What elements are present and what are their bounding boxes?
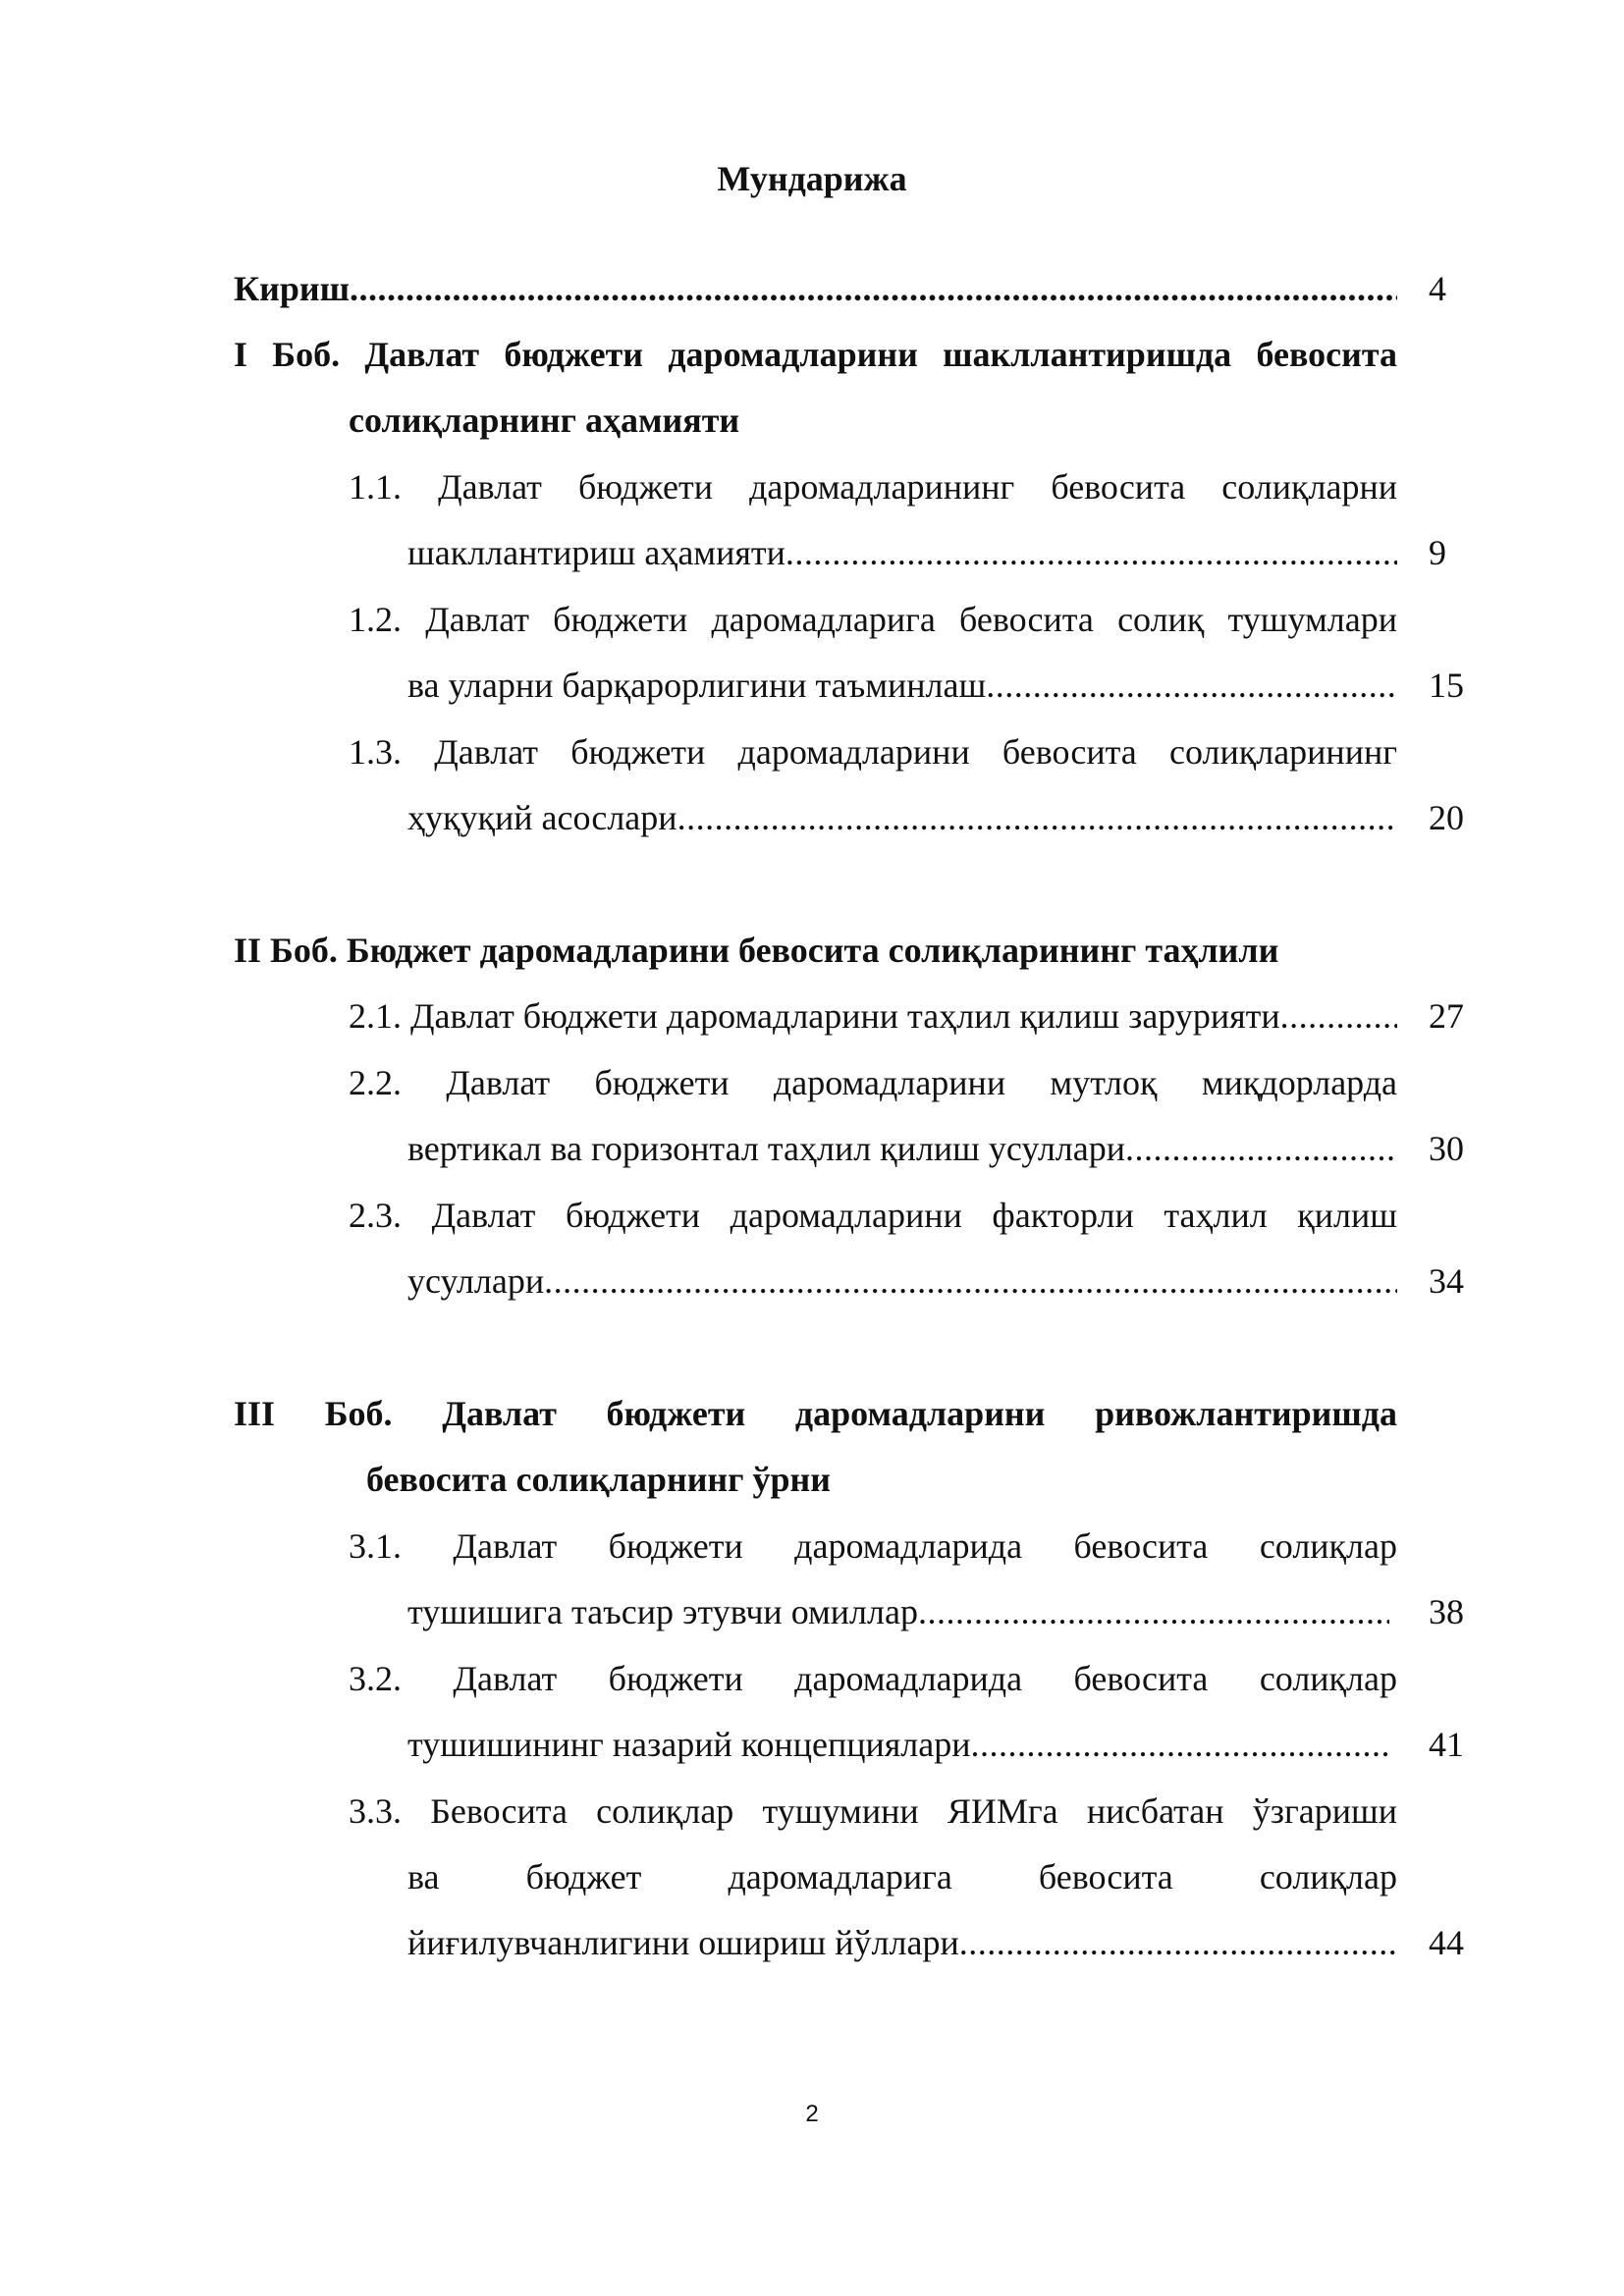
section-1-1[interactable]: 1.1. Давлат бюджети даромадларининг бевосита солиқларни: [349, 467, 1397, 507]
toc-page-number: 30: [1429, 1129, 1464, 1168]
toc-entry-label: шакллантириш аҳамияти: [407, 533, 785, 572]
toc-entry-label: 2.1. Давлат бюджети даромадларини таҳлил қилиш зарурияти: [349, 996, 1280, 1036]
toc-page-number: 44: [1429, 1923, 1464, 1962]
page-number: 2: [805, 2101, 819, 2127]
toc-entry-label: йиғилувчанлигини ошириш йўллари: [407, 1923, 959, 1962]
leader-dots: [959, 1921, 1397, 1964]
section-2-1[interactable]: [349, 994, 1397, 1038]
section-1-2-cont[interactable]: [407, 664, 1397, 707]
toc-page-number: 20: [1429, 798, 1464, 837]
leader-dots: [986, 664, 1397, 707]
toc-page-number: 9: [1429, 533, 1446, 572]
section-3-3[interactable]: 3.3. Бевосита солиқлар тушумини ЯИМга нисбатан ўзгариши: [349, 1791, 1397, 1831]
section-3-1[interactable]: 3.1. Давлат бюджети даромадларида бевосита солиқлар: [349, 1526, 1397, 1566]
toc-title: Мундарижа: [717, 159, 907, 198]
toc-entry-label: ҳуқуқий асослари: [407, 798, 677, 837]
toc-page-number: 4: [1429, 269, 1446, 308]
leader-dots: [918, 1590, 1389, 1633]
chapter-3-heading-cont: бевосита солиқларнинг ўрни: [366, 1460, 832, 1499]
leader-dots: [1280, 994, 1397, 1038]
section-2-2[interactable]: 2.2. Давлат бюджети даромадларини мутлоқ миқдорларда: [349, 1063, 1397, 1102]
toc-entry-intro[interactable]: [234, 267, 1397, 310]
leader-dots: [785, 531, 1397, 574]
section-2-3-cont[interactable]: [407, 1259, 1397, 1303]
section-1-3-cont[interactable]: [407, 796, 1397, 839]
toc-page-number: 41: [1429, 1725, 1464, 1764]
chapter-2-heading[interactable]: II Боб. Бюджет даромадларини бевосита солиқларининг таҳлили: [234, 931, 1279, 970]
leader-dots: [544, 1259, 1397, 1303]
section-1-1-cont[interactable]: [407, 531, 1397, 574]
section-3-1-cont[interactable]: [407, 1590, 1389, 1633]
section-3-3-cont: ва бюджет даромадларига бевосита солиқлар: [407, 1857, 1397, 1896]
toc-entry-label: тушишининг назарий концепциялари: [407, 1725, 971, 1764]
toc-page-number: 15: [1429, 666, 1464, 705]
section-2-2-cont[interactable]: [407, 1127, 1397, 1170]
chapter-3-heading[interactable]: III Боб. Давлат бюджети даромадларини ривожлантиришда: [234, 1394, 1397, 1433]
section-1-3[interactable]: 1.3. Давлат бюджети даромадларини бевосита солиқларининг: [349, 732, 1397, 772]
section-3-2[interactable]: 3.2. Давлат бюджети даромадларида бевосита солиқлар: [349, 1659, 1397, 1698]
leader-dots: [677, 796, 1397, 839]
toc-page-number: 38: [1429, 1592, 1464, 1631]
toc-entry-label: тушишига таъсир этувчи омиллар: [407, 1592, 918, 1631]
section-2-3[interactable]: 2.3. Давлат бюджети даромадларини факторли таҳлил қилиш: [349, 1196, 1397, 1235]
toc-entry-label: усуллари: [407, 1261, 545, 1301]
toc-entry-label: Кириш: [234, 269, 351, 308]
toc-page-number: 27: [1429, 996, 1464, 1036]
toc-entry-label: ва уларни барқарорлигини таъминлаш: [407, 666, 987, 705]
leader-dots: [350, 267, 1397, 310]
section-3-3-cont-2[interactable]: [407, 1921, 1397, 1964]
leader-dots: [971, 1723, 1389, 1766]
leader-dots: [1125, 1127, 1397, 1170]
chapter-1-heading[interactable]: I Боб. Давлат бюджети даромадларини шакллантиришда бевосита: [234, 335, 1397, 374]
section-3-2-cont[interactable]: [407, 1723, 1389, 1766]
toc-page-number: 34: [1429, 1261, 1464, 1301]
chapter-1-heading-cont: солиқларнинг аҳамияти: [349, 400, 740, 440]
toc-entry-label: вертикал ва горизонтал таҳлил қилиш усуллари: [407, 1129, 1125, 1168]
section-1-2[interactable]: 1.2. Давлат бюджети даромадларига бевосита солиқ тушумлари: [349, 600, 1397, 639]
